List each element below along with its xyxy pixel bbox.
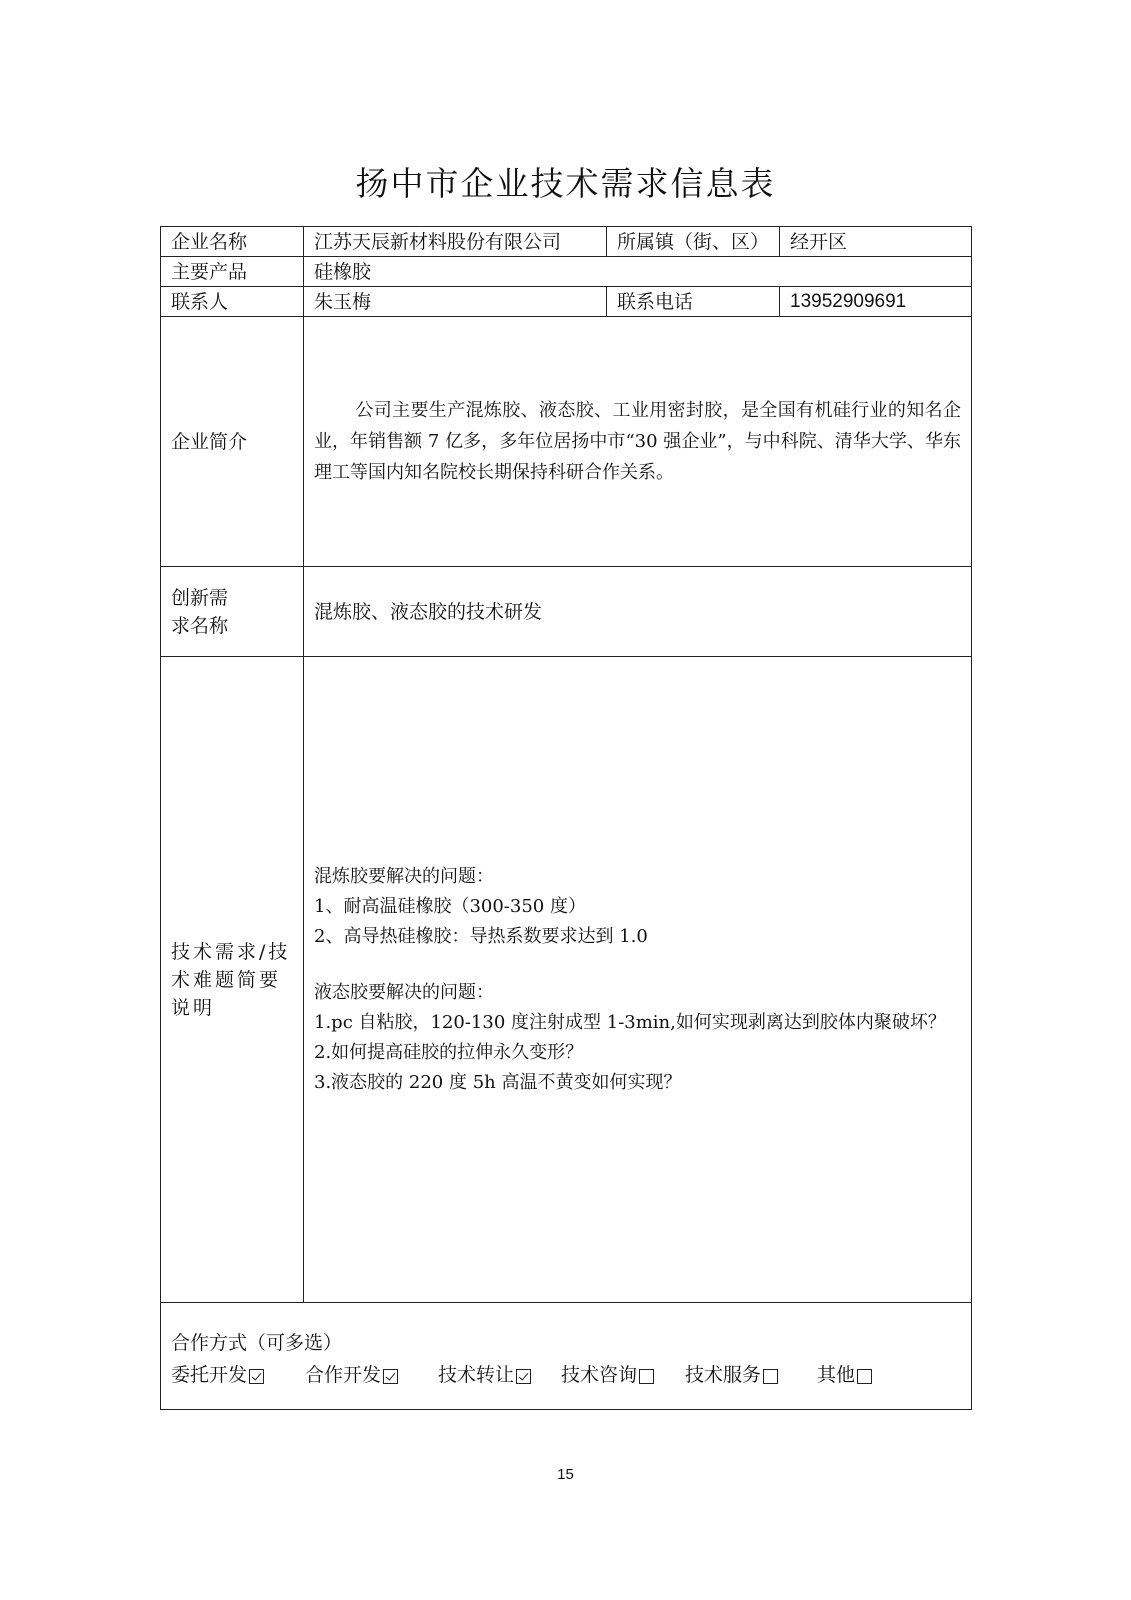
option-label: 合作开发 — [305, 1364, 382, 1386]
mixed-rubber-item-2: 2、高导热硅橡胶：导热系数要求达到 1.0 — [314, 925, 648, 947]
checkbox-icon[interactable] — [763, 1369, 778, 1384]
option-label: 技术咨询 — [561, 1364, 638, 1386]
intro-label: 企业简介 — [161, 317, 304, 567]
contact-label: 联系人 — [161, 287, 304, 317]
tech-desc-label: 技术需求/技术难题简要说明 — [161, 657, 304, 1303]
liquid-rubber-item-2: 2.如何提高硅胶的拉伸永久变形？ — [314, 1041, 584, 1063]
demand-name-label: 创新需求名称 — [161, 567, 304, 657]
town-label: 所属镇（街、区） — [607, 227, 780, 257]
form-title: 扬中市企业技术需求信息表 — [355, 164, 776, 203]
checked-box-icon[interactable] — [383, 1369, 398, 1384]
checkbox-icon[interactable] — [857, 1369, 872, 1384]
row-contact — [161, 287, 972, 317]
option-label: 委托开发 — [171, 1364, 248, 1386]
option-other[interactable] — [817, 1360, 872, 1390]
liquid-rubber-heading: 液态胶要解决的问题： — [314, 981, 494, 1003]
phone-label: 联系电话 — [607, 287, 780, 317]
main-product-value: 硅橡胶 — [304, 257, 972, 287]
row-company — [161, 227, 972, 257]
checked-box-icon[interactable] — [249, 1369, 264, 1384]
mixed-rubber-item-1: 1、耐高温硅橡胶（300-350 度） — [314, 895, 586, 917]
intro-cell — [304, 317, 972, 567]
company-name-value: 江苏天辰新材料股份有限公司 — [304, 227, 607, 257]
option-label: 技术转让 — [438, 1364, 515, 1386]
phone-value: 13952909691 — [780, 287, 972, 317]
option-tech-consulting[interactable] — [561, 1360, 685, 1390]
cooperation-options — [171, 1360, 961, 1390]
checkbox-icon[interactable] — [639, 1369, 654, 1384]
liquid-rubber-item-3: 3.液态胶的 220 度 5h 高温不黄变如何实现？ — [314, 1071, 682, 1093]
cooperation-title: 合作方式（可多选） — [171, 1332, 343, 1354]
town-value: 经开区 — [780, 227, 972, 257]
demand-name-value: 混炼胶、液态胶的技术研发 — [304, 567, 972, 657]
option-label: 技术服务 — [685, 1364, 762, 1386]
liquid-rubber-item-1: 1.pc 自粘胶，120-130 度注射成型 1-3min,如何实现剥离达到胶体内聚破坏？ — [314, 1011, 946, 1033]
tech-desc-cell — [304, 657, 972, 1303]
row-intro — [161, 317, 972, 567]
option-tech-transfer[interactable] — [438, 1360, 561, 1390]
row-demand-name — [161, 567, 972, 657]
company-name-label: 企业名称 — [161, 227, 304, 257]
row-tech — [161, 657, 972, 1303]
row-cooperation — [161, 1303, 972, 1410]
requirement-form-table — [160, 226, 972, 1410]
option-tech-service[interactable] — [685, 1360, 817, 1390]
option-commissioned-dev[interactable] — [171, 1360, 305, 1390]
contact-value: 朱玉梅 — [304, 287, 607, 317]
company-intro-text: 公司主要生产混炼胶、液态胶、工业用密封胶，是全国有机硅行业的知名企业，年销售额 7 亿多，多年位居扬中市“30 强企业”，与中科院、清华大学、华东理工等国内知名院校长期保持科研合作关系。 — [314, 400, 961, 483]
option-cooperative-dev[interactable] — [305, 1360, 438, 1390]
option-label: 其他 — [817, 1364, 856, 1386]
main-product-label: 主要产品 — [161, 257, 304, 287]
mixed-rubber-heading: 混炼胶要解决的问题： — [314, 865, 494, 887]
row-product — [161, 257, 972, 287]
checked-box-icon[interactable] — [516, 1369, 531, 1384]
page-number: 15 — [557, 1466, 574, 1483]
cooperation-cell — [161, 1303, 972, 1410]
